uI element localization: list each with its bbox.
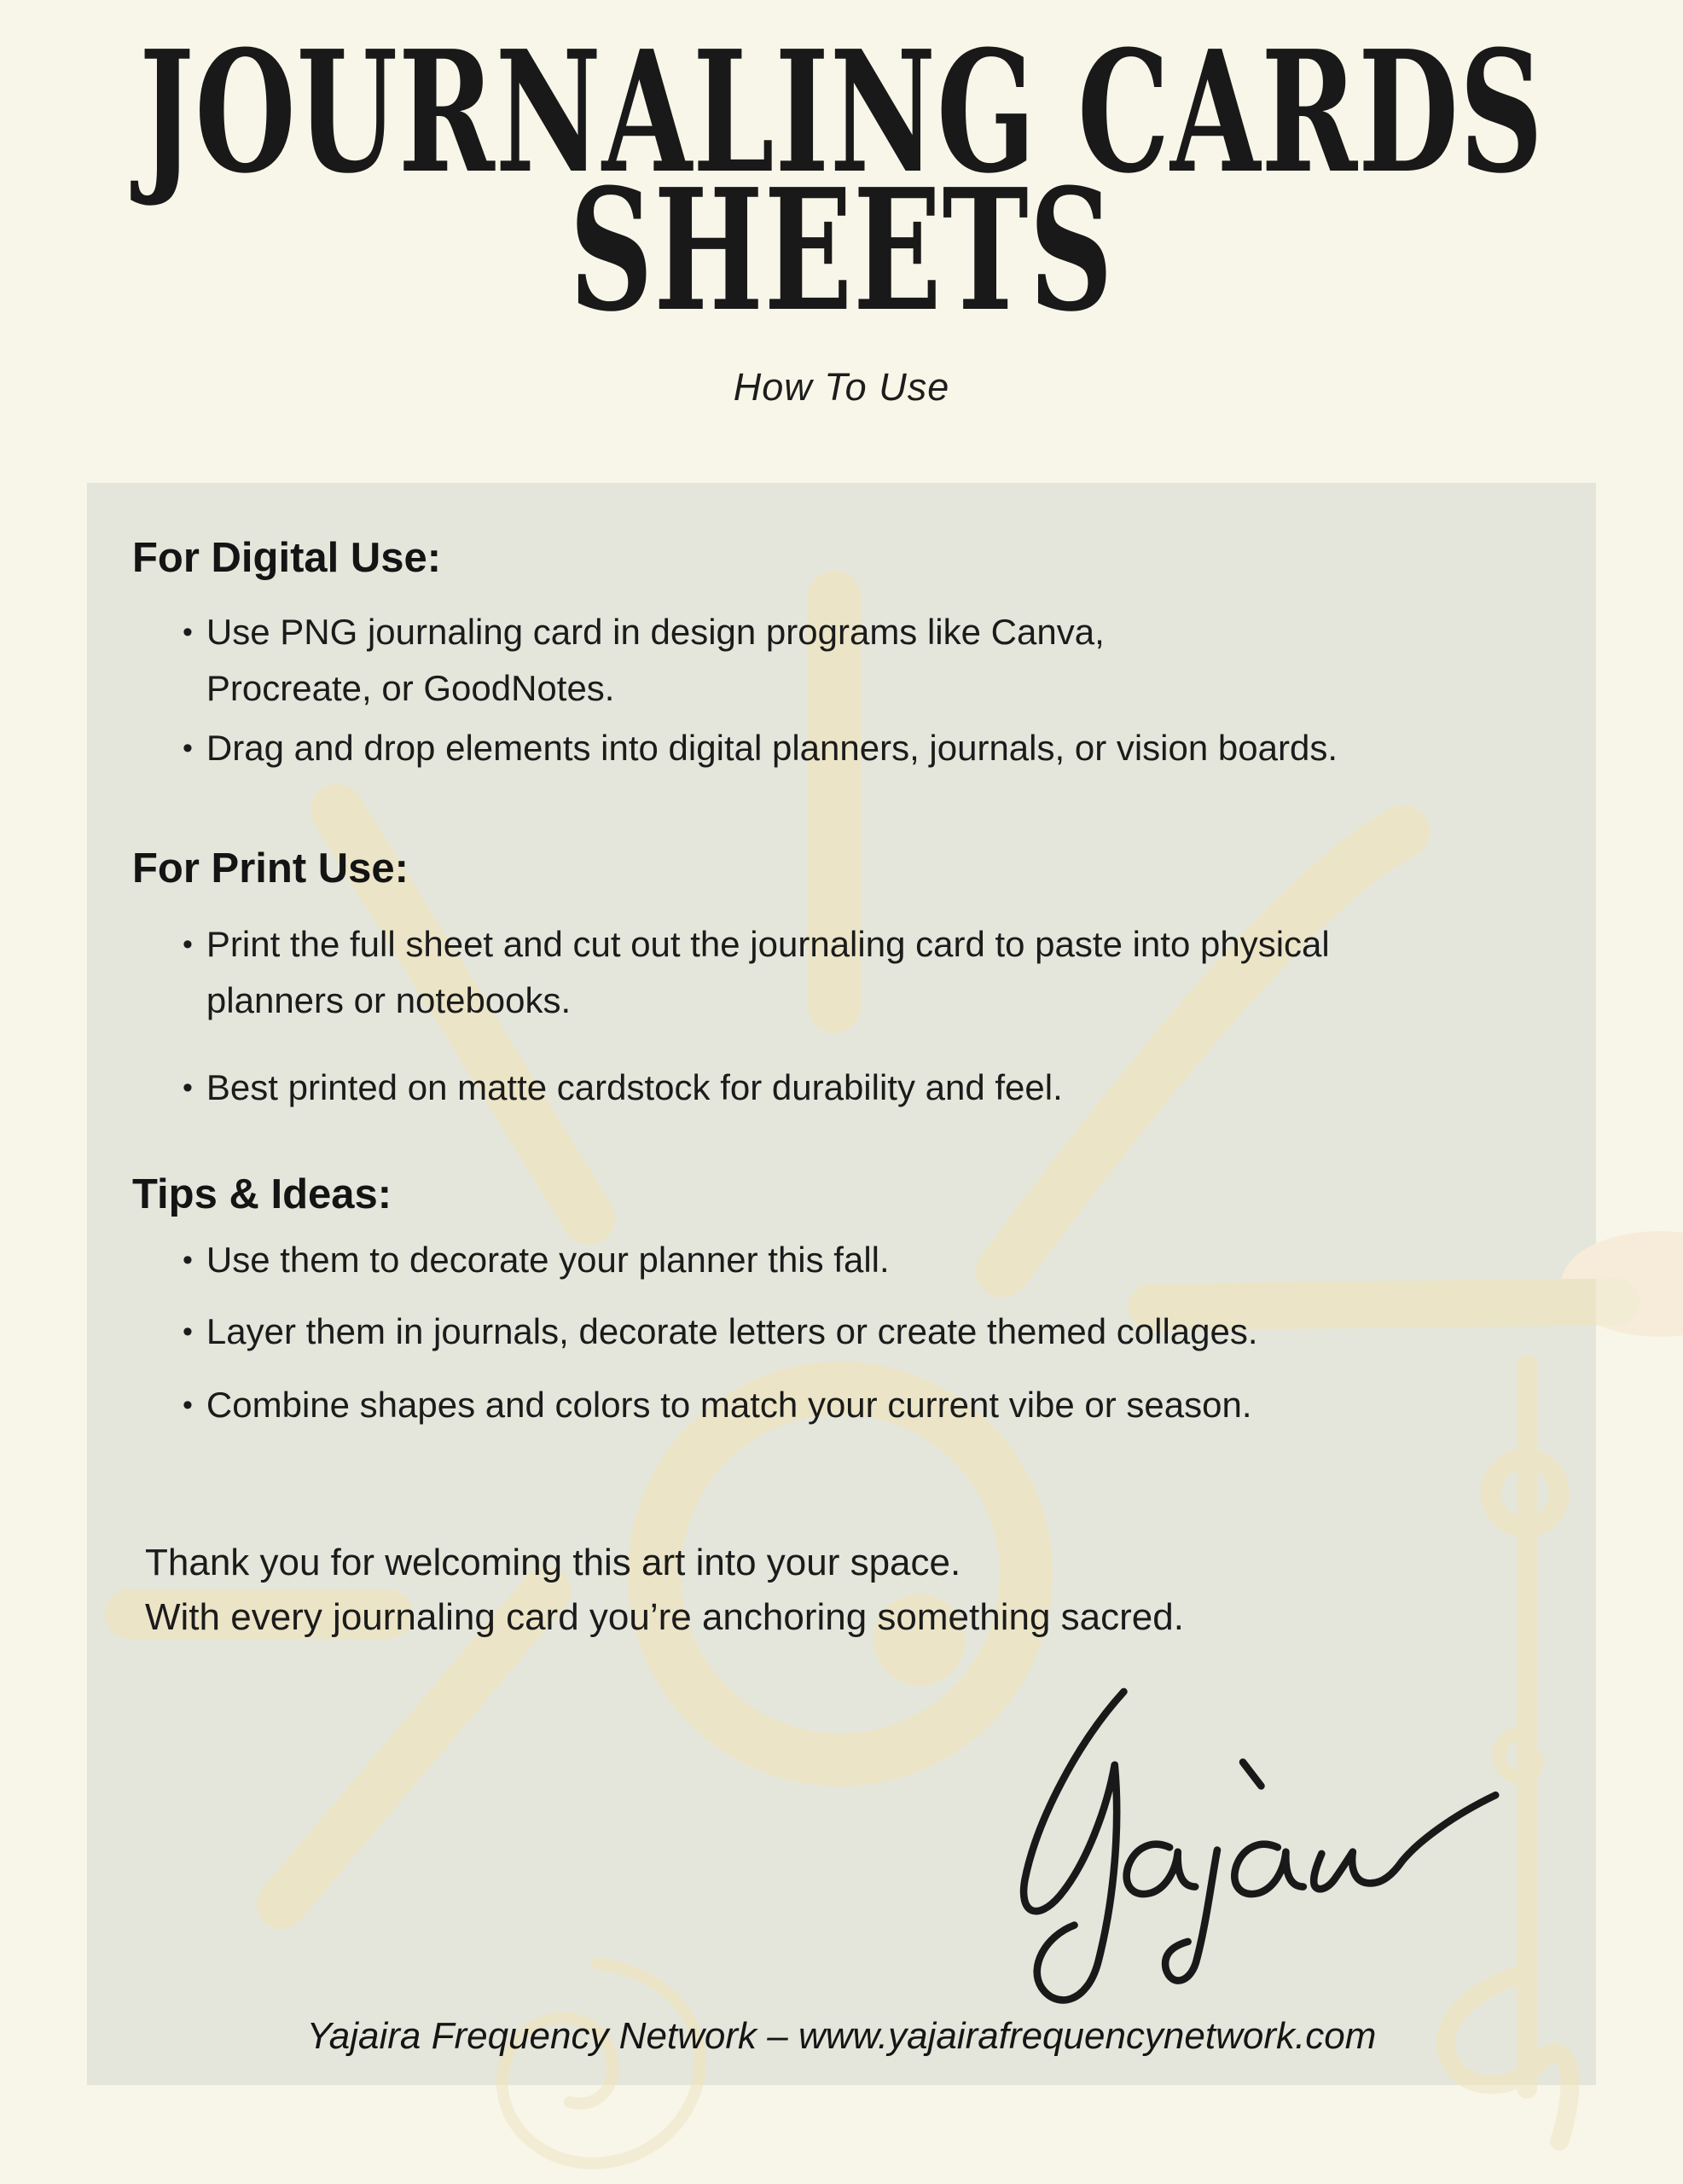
bullet-text [206, 720, 1338, 776]
bullet-text [206, 1232, 890, 1288]
closing-line1: Thank you for welcoming this art into your space. [145, 1542, 961, 1583]
closing-note [145, 1536, 1184, 1645]
bullet-line: Use them to decorate your planner this fall. [206, 1240, 890, 1280]
panel-content [87, 483, 1596, 2085]
bullet-line: Drag and drop elements into digital planners, journals, or vision boards. [206, 728, 1338, 768]
bullet-line: Best printed on matte cardstock for durability and feel. [206, 1067, 1063, 1107]
section-heading: For Print Use: [132, 845, 409, 892]
bullet-line: planners or notebooks. [206, 980, 572, 1020]
bullet-item [183, 1377, 1252, 1433]
closing-line2: With every journaling card you’re anchoring something sacred. [145, 1596, 1184, 1638]
bullet-item [183, 604, 1105, 717]
bullet-text [206, 1304, 1258, 1360]
bullet-glyph: • [183, 928, 193, 961]
signature [968, 1677, 1518, 2008]
page-subtitle: How To Use [733, 365, 950, 409]
bullet-text [206, 1060, 1063, 1116]
bullet-glyph: • [183, 1389, 193, 1421]
bullet-item [183, 1304, 1258, 1360]
signature-script-yajaira [968, 1677, 1518, 2008]
bullet-glyph: • [183, 1316, 193, 1348]
bullet-glyph: • [183, 1072, 193, 1104]
page-title-line2: SHEETS [569, 153, 1114, 350]
bullet-line: Print the full sheet and cut out the journaling card to paste into physical [206, 924, 1330, 964]
bullet-text [206, 604, 1105, 717]
bullet-line: Layer them in journals, decorate letters or create themed collages. [206, 1311, 1258, 1351]
bullet-glyph: • [183, 1244, 193, 1276]
bullet-item [183, 1232, 890, 1288]
header [0, 15, 1683, 410]
bullet-item [183, 720, 1338, 776]
section-heading: For Digital Use: [132, 535, 442, 581]
bullet-glyph: • [183, 732, 193, 764]
bullet-item [183, 916, 1330, 1029]
bullet-line: Procreate, or GoodNotes. [206, 668, 615, 708]
bullet-line: Combine shapes and colors to match your current vibe or season. [206, 1385, 1252, 1425]
bullet-text [206, 1377, 1252, 1433]
bullet-item [183, 1060, 1063, 1116]
content-panel [87, 483, 1596, 2085]
footer-text: Yajaira Frequency Network – www.yajairafrequencynetwork.com [306, 2015, 1377, 2057]
bullet-glyph: • [183, 616, 193, 648]
section-heading: Tips & Ideas: [132, 1171, 392, 1217]
bullet-line: Use PNG journaling card in design programs like Canva, [206, 612, 1105, 652]
bullet-text [206, 916, 1330, 1029]
page-title-line1: JOURNALING CARDS [139, 15, 1544, 212]
